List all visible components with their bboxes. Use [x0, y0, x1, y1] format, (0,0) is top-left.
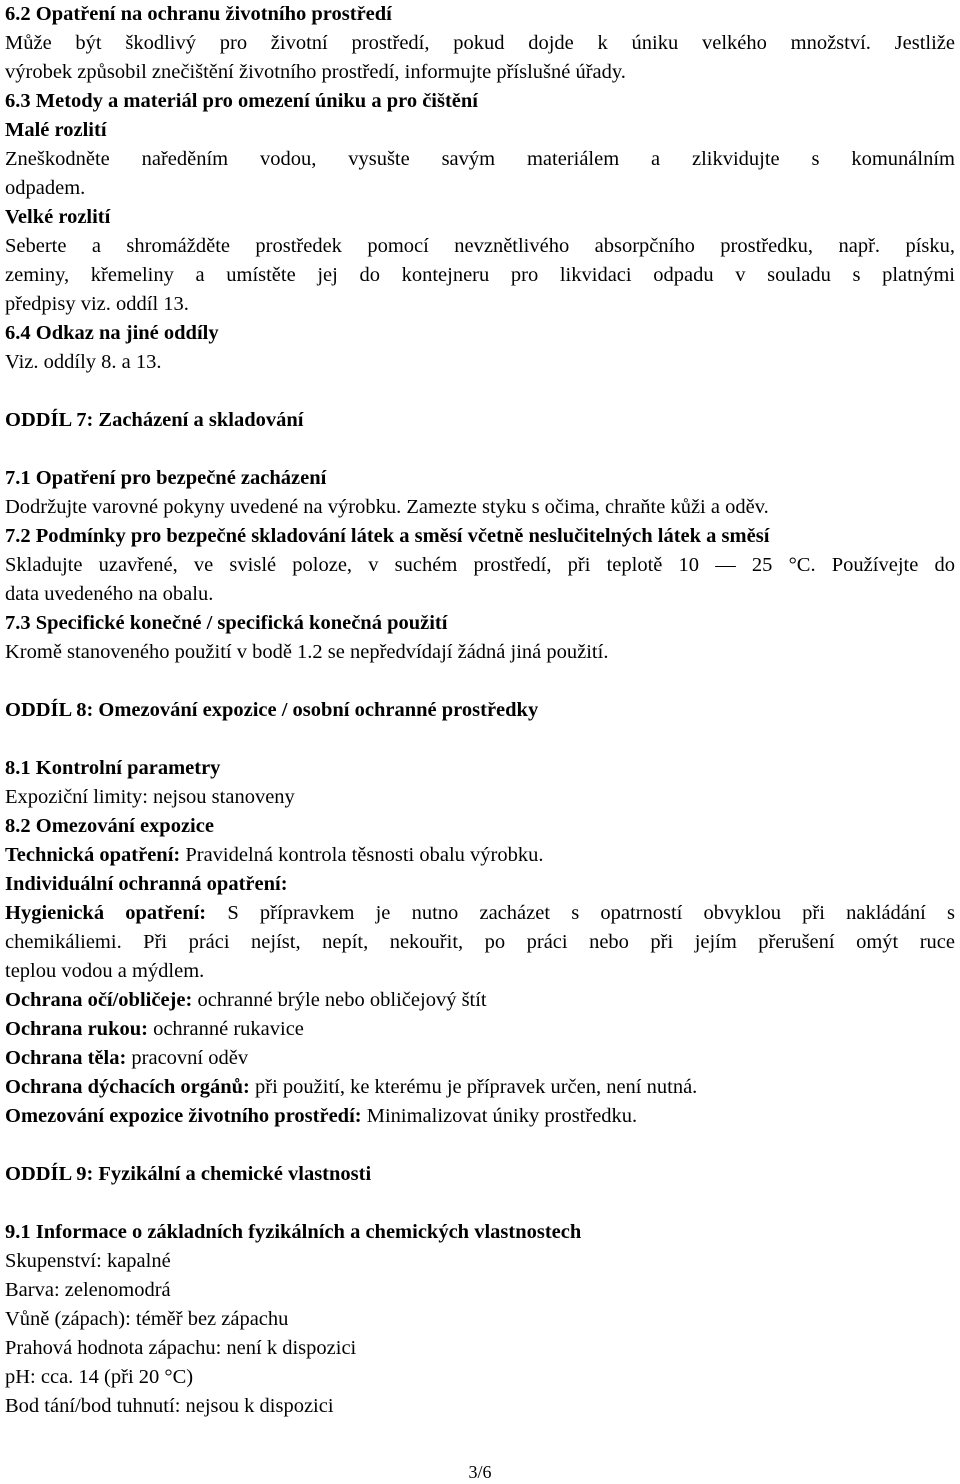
large-spill-line-3: předpisy viz. oddíl 13. — [5, 293, 189, 315]
environmental-exposure-label: Omezování expozice životního prostředí: — [5, 1105, 362, 1127]
section-7-title: ODDÍL 7: Zacházení a skladování — [5, 409, 304, 431]
respiratory-protection — [5, 1073, 955, 1102]
odour-threshold: Prahová hodnota zápachu: není k dispozici — [5, 1337, 357, 1359]
environmental-exposure — [5, 1102, 955, 1131]
respiratory-protection-label: Ochrana dýchacích orgánů: — [5, 1076, 250, 1098]
spacer — [5, 725, 955, 754]
section-8-1-heading: 8.1 Kontrolní parametry — [5, 757, 221, 779]
body-protection-label: Ochrana těla: — [5, 1047, 127, 1069]
section-8-title: ODDÍL 8: Omezování expozice / osobní ochranné prostředky — [5, 699, 539, 721]
large-spill-line-2: zeminy, křemeliny a umístěte jej do kontejneru pro likvidaci odpadu v souladu s platnými — [5, 264, 955, 286]
section-7-1-heading: 7.1 Opatření pro bezpečné zacházení — [5, 467, 327, 489]
colour: Barva: zelenomodrá — [5, 1279, 171, 1301]
body-protection — [5, 1044, 955, 1073]
individual-measures-label: Individuální ochranná opatření: — [5, 873, 288, 895]
hand-protection-label: Ochrana rukou: — [5, 1018, 148, 1040]
hygiene-measures-value: S přípravkem je nutno zacházet s opatrností obvyklou při nakládání s — [206, 902, 956, 924]
technical-measures — [5, 841, 955, 870]
spacer — [5, 377, 955, 406]
ph-value: pH: cca. 14 (při 20 °C) — [5, 1366, 194, 1388]
large-spill-line-1: Seberte a shromážděte prostředek pomocí nevznětlivého absorpčního prostředku, např. písku, — [5, 235, 955, 257]
melting-point: Bod tání/bod tuhnutí: nejsou k dispozici — [5, 1395, 334, 1417]
section-6-4-heading: 6.4 Odkaz na jiné oddíly — [5, 322, 219, 344]
technical-measures-label: Technická opatření: — [5, 844, 181, 866]
eye-protection-label: Ochrana očí/obličeje: — [5, 989, 193, 1011]
spacer — [5, 667, 955, 696]
respiratory-protection-value: při použití, ke kterému je přípravek určen, není nutná. — [249, 1076, 698, 1098]
section-6-2-heading: 6.2 Opatření na ochranu životního prostředí — [5, 3, 392, 25]
hand-protection — [5, 1015, 955, 1044]
environmental-exposure-value: Minimalizovat úniky prostředku. — [361, 1105, 638, 1127]
section-8-2-heading: 8.2 Omezování expozice — [5, 815, 214, 837]
body-protection-value: pracovní oděv — [126, 1047, 249, 1069]
hygiene-measures-line-2: chemikáliemi. Při práci nejíst, nepít, nekouřit, po práci nebo při jejím přerušení omýt ruce — [5, 931, 955, 953]
physical-state: Skupenství: kapalné — [5, 1250, 171, 1272]
section-6-3-heading: 6.3 Metody a materiál pro omezení úniku a pro čištění — [5, 90, 478, 112]
section-6-4-line-1: Viz. oddíly 8. a 13. — [5, 351, 162, 373]
spacer — [5, 1131, 955, 1160]
small-spill-heading: Malé rozlití — [5, 119, 107, 141]
section-7-2-line-2: data uvedeného na obalu. — [5, 583, 214, 605]
small-spill-line-1: Zneškodněte naředěním vodou, vysušte savým materiálem a zlikvidujte s komunálním — [5, 148, 955, 170]
section-9-1-heading: 9.1 Informace o základních fyzikálních a chemických vlastnostech — [5, 1221, 582, 1243]
technical-measures-value: Pravidelná kontrola těsnosti obalu výrobku. — [180, 844, 544, 866]
hygiene-measures-line-3: teplou vodou a mýdlem. — [5, 960, 205, 982]
document-page — [5, 0, 955, 1421]
section-7-2-line-1: Skladujte uzavřené, ve svislé poloze, v suchém prostředí, při teplotě 10 — 25 °C. Používejte do — [5, 554, 955, 576]
section-7-3-line-1: Kromě stanoveného použití v bodě 1.2 se nepředvídají žádná jiná použití. — [5, 641, 609, 663]
section-7-3-heading: 7.3 Specifické konečné / specifická konečná použití — [5, 612, 448, 634]
spacer — [5, 1189, 955, 1218]
section-6-2-line-1: Může být škodlivý pro životní prostředí, pokud dojde k úniku velkého množství. Jestliže — [5, 32, 955, 54]
hand-protection-value: ochranné rukavice — [147, 1018, 304, 1040]
small-spill-line-2: odpadem. — [5, 177, 86, 199]
section-7-2-heading: 7.2 Podmínky pro bezpečné skladování látek a směsí včetně neslučitelných látek a směsí — [5, 525, 770, 547]
section-7-1-line-1: Dodržujte varovné pokyny uvedené na výrobku. Zamezte styku s očima, chraňte kůži a oděv. — [5, 496, 769, 518]
spacer — [5, 435, 955, 464]
hygiene-measures-label: Hygienická opatření: — [5, 902, 207, 924]
page-number: 3/6 — [468, 1462, 492, 1482]
section-9-title: ODDÍL 9: Fyzikální a chemické vlastnosti — [5, 1163, 372, 1185]
exposure-limits: Expoziční limity: nejsou stanoveny — [5, 786, 295, 808]
large-spill-heading: Velké rozlití — [5, 206, 111, 228]
section-6-2-line-2: výrobek způsobil znečištění životního prostředí, informujte příslušné úřady. — [5, 61, 626, 83]
eye-protection-value: ochranné brýle nebo obličejový štít — [192, 989, 487, 1011]
eye-protection — [5, 986, 955, 1015]
hygiene-measures-line-1 — [5, 899, 955, 928]
odour: Vůně (zápach): téměř bez zápachu — [5, 1308, 289, 1330]
